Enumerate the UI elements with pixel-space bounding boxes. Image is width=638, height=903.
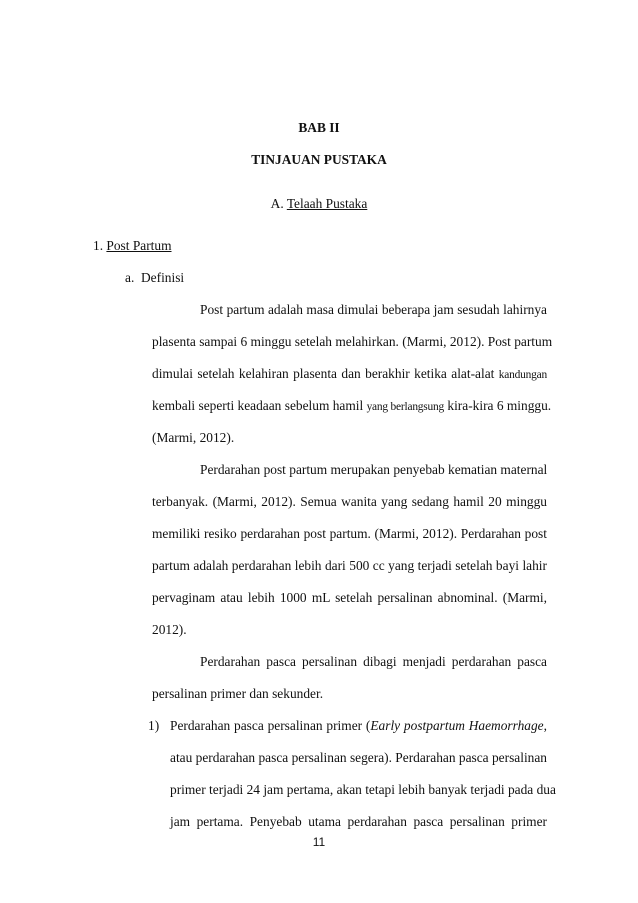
item-1-heading bbox=[93, 238, 172, 254]
item-1a-label: a. bbox=[125, 270, 135, 285]
item-1a-title: Definisi bbox=[141, 270, 185, 285]
paragraph-line: primer terjadi 24 jam pertama, akan tetapi lebih banyak terjadi pada dua bbox=[170, 782, 556, 797]
paragraph-line: terbanyak. (Marmi, 2012). Semua wanita yang sedang hamil 20 minggu bbox=[152, 494, 547, 509]
text-run: kembali seperti keadaan sebelum hamil bbox=[152, 398, 364, 413]
paragraph-line: plasenta sampai 6 minggu setelah melahirkan. (Marmi, 2012). Post partum bbox=[152, 334, 553, 349]
paragraph-line: partum adalah perdarahan lebih dari 500 cc yang terjadi setelah bayi lahir bbox=[152, 558, 547, 573]
paragraph-line: persalinan primer dan sekunder. bbox=[152, 686, 324, 701]
paragraph-line: atau perdarahan pasca persalinan segera). Perdarahan pasca persalinan bbox=[170, 750, 547, 765]
paragraph-line: 2012). bbox=[152, 622, 187, 637]
paragraph-line bbox=[152, 366, 547, 382]
paragraph-line: Perdarahan pasca persalinan dibagi menjadi perdarahan pasca bbox=[200, 654, 547, 669]
paragraph-line: pervaginam atau lebih 1000 mL setelah persalinan abnominal. (Marmi, bbox=[152, 590, 547, 605]
paragraph-line: memiliki resiko perdarahan post partum. (Marmi, 2012). Perdarahan post bbox=[152, 526, 547, 541]
text-run: dimulai setelah kelahiran plasenta dan berakhir ketika alat-alat bbox=[152, 366, 495, 381]
paragraph-line: (Marmi, 2012). bbox=[152, 430, 235, 445]
chapter-number: BAB II bbox=[298, 120, 340, 135]
paragraph-line bbox=[152, 398, 552, 414]
sub-item-label: 1) bbox=[148, 718, 160, 733]
paragraph-line: jam pertama. Penyebab utama perdarahan pasca persalinan primer bbox=[170, 814, 547, 829]
section-title: Telaah Pustaka bbox=[286, 196, 368, 211]
paragraph-line bbox=[170, 718, 547, 734]
paragraph-line: Post partum adalah masa dimulai beberapa jam sesudah lahirnya bbox=[200, 302, 547, 317]
chapter-title: TINJAUAN PUSTAKA bbox=[251, 152, 387, 167]
item-1-label: 1. bbox=[93, 238, 104, 253]
text-run: kira-kira 6 minggu. bbox=[447, 398, 552, 413]
paragraph-line: Perdarahan post partum merupakan penyebab kematian maternal bbox=[200, 462, 548, 477]
text-run: Perdarahan pasca persalinan primer ( bbox=[170, 718, 371, 733]
item-1-title: Post Partum bbox=[106, 238, 172, 253]
section-heading bbox=[0, 196, 638, 212]
item-1a-heading bbox=[125, 270, 184, 286]
page-number: 11 bbox=[312, 835, 326, 849]
text-run: yang berlangsung bbox=[366, 401, 445, 413]
text-run: , bbox=[543, 718, 547, 733]
section-label: A. bbox=[270, 196, 284, 211]
text-run-italic: Early postpartum Haemorrhage bbox=[370, 718, 544, 733]
text-run: kandungan bbox=[498, 369, 547, 381]
